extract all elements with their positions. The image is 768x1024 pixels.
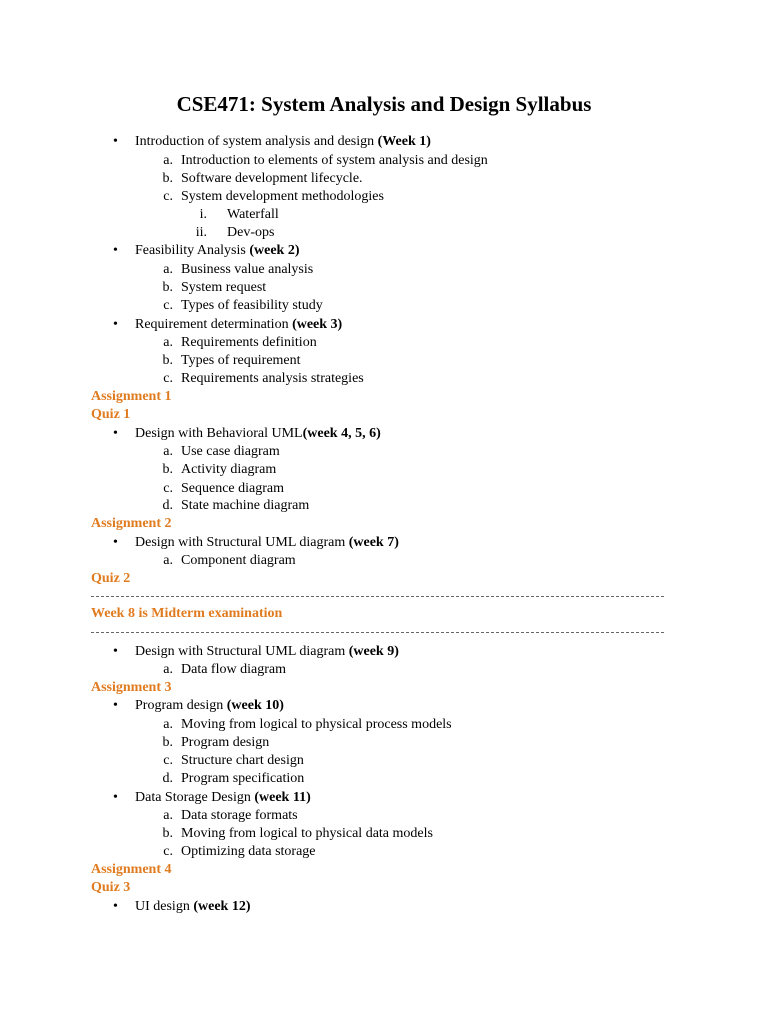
list-item: c. Structure chart design [163, 753, 304, 768]
list-item: a. Data flow diagram [163, 662, 286, 677]
list-item: d. State machine diagram [162, 498, 310, 513]
topic-week-4-5-6: • Design with Behavioral UML(week 4, 5, 6) [135, 425, 381, 443]
assignment-2-heading: Assignment 2 [91, 516, 172, 531]
list-item: a. Moving from logical to physical process models [163, 717, 452, 732]
list-item: d. Program specification [162, 771, 305, 786]
quiz-2-heading: Quiz 2 [91, 571, 131, 586]
list-item: c. Requirements analysis strategies [163, 371, 364, 386]
list-item: a. Business value analysis [163, 262, 314, 277]
topic-week-2: • Feasibility Analysis (week 2) [135, 242, 300, 260]
divider [91, 632, 664, 633]
list-item: b. Moving from logical to physical data models [162, 826, 433, 841]
topic-week-7: • Design with Structural UML diagram (week 7) [135, 534, 399, 552]
list-item: a. Data storage formats [163, 808, 298, 823]
topic-week-9: • Design with Structural UML diagram (week 9) [135, 643, 399, 661]
list-item: b. Activity diagram [162, 462, 277, 477]
list-item: c. Optimizing data storage [163, 844, 316, 859]
list-item: c. Types of feasibility study [163, 298, 323, 313]
list-item: b. Software development lifecycle. [162, 171, 363, 186]
list-item: a. Component diagram [163, 553, 296, 568]
list-item: b. System request [162, 280, 267, 295]
list-item: b. Program design [162, 735, 270, 750]
divider [91, 596, 664, 597]
topic-week-3: • Requirement determination (week 3) [135, 316, 342, 334]
list-item: c. System development methodologies [163, 189, 384, 204]
assignment-4-heading: Assignment 4 [91, 862, 172, 877]
list-item: i. Waterfall [199, 207, 279, 222]
list-item: b. Types of requirement [162, 353, 301, 368]
page-title: CSE471: System Analysis and Design Syllabus [176, 92, 592, 116]
assignment-3-heading: Assignment 3 [91, 680, 172, 695]
list-item: a. Use case diagram [163, 444, 280, 459]
quiz-1-heading: Quiz 1 [91, 407, 131, 422]
list-item: a. Introduction to elements of system analysis and design [163, 153, 488, 168]
topic-week-10: • Program design (week 10) [135, 697, 284, 715]
quiz-3-heading: Quiz 3 [91, 880, 131, 895]
list-item: ii. Dev-ops [195, 225, 275, 240]
topic-week-1: • Introduction of system analysis and design (Week 1) [135, 133, 431, 151]
midterm-heading: Week 8 is Midterm examination [91, 606, 283, 621]
assignment-1-heading: Assignment 1 [91, 389, 172, 404]
list-item: a. Requirements definition [163, 335, 317, 350]
topic-week-12: • UI design (week 12) [135, 898, 250, 916]
list-item: c. Sequence diagram [163, 481, 285, 496]
topic-week-11: • Data Storage Design (week 11) [135, 789, 311, 807]
